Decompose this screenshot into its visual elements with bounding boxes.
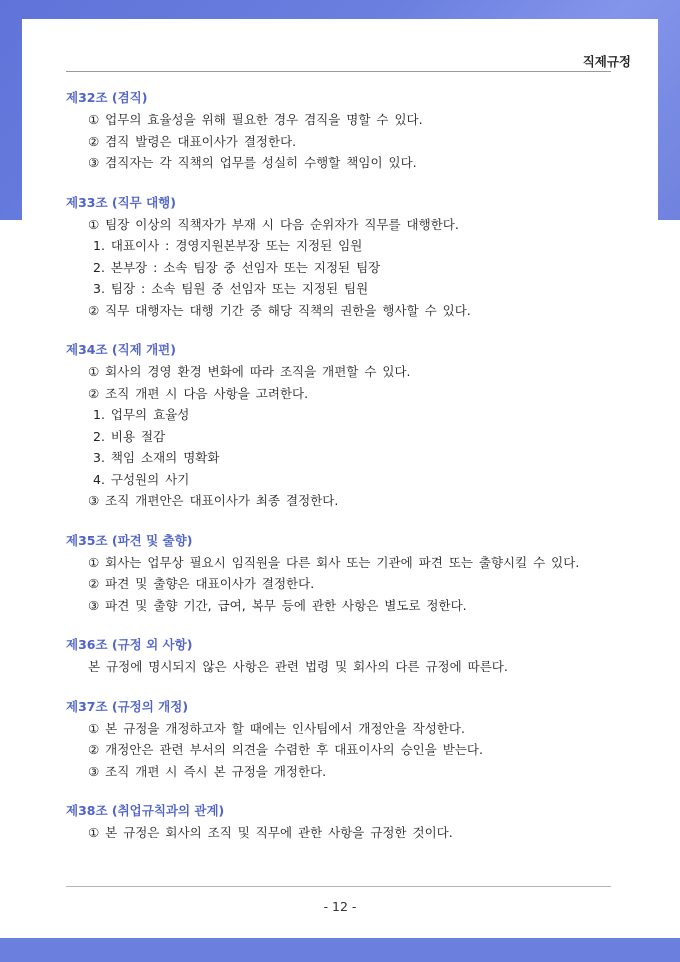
sub-list-item: 1. 대표이사 : 경영지원본부장 또는 지정된 임원 <box>93 238 363 253</box>
clause-item: ① 팀장 이상의 직책자가 부재 시 다음 순위자가 직무를 대행한다. <box>88 216 459 232</box>
sub-list-item: 1. 업무의 효율성 <box>93 407 190 422</box>
article-section <box>66 800 616 844</box>
article-title: 제33조 (직무 대행) <box>66 194 176 210</box>
header-divider <box>66 71 611 72</box>
page-number: - 12 - <box>323 899 357 914</box>
clause-item: ① 회사는 업무상 필요시 임직원을 다른 회사 또는 기관에 파견 또는 출향시킬 수 있다. <box>88 554 580 570</box>
sub-list-item: 2. 본부장 : 소속 팀장 중 선임자 또는 지정된 팀장 <box>93 259 381 275</box>
document-header-title: 직제규정 <box>582 54 631 69</box>
article-title: 제36조 (규정 외 사항) <box>66 637 193 652</box>
article-title: 제34조 (직제 개편) <box>66 342 176 357</box>
clause-item: ③ 파견 및 출향 기간, 급여, 복무 등에 관한 사항은 별도로 정한다. <box>88 597 467 613</box>
article-title: 제35조 (파견 및 출향) <box>66 532 193 548</box>
article-text: 본 규정에 명시되지 않은 사항은 관련 법령 및 회사의 다른 규정에 따른다. <box>88 659 508 674</box>
sub-list-item: 3. 팀장 : 소속 팀원 중 선임자 또는 지정된 팀원 <box>93 281 369 296</box>
clause-item: ① 업무의 효율성을 위해 필요한 경우 겸직을 명할 수 있다. <box>88 112 423 127</box>
article-section <box>66 696 616 783</box>
clause-item: ③ 조직 개편안은 대표이사가 최종 결정한다. <box>88 493 339 508</box>
footer-divider <box>66 886 611 887</box>
clause-item: ② 겸직 발령은 대표이사가 결정한다. <box>88 133 297 149</box>
article-section <box>66 339 616 512</box>
article-title: 제32조 (겸직) <box>66 90 148 105</box>
article-title: 제37조 (규정의 개정) <box>66 698 189 714</box>
document-body <box>66 87 616 862</box>
sub-list-item: 2. 비용 절감 <box>93 428 166 444</box>
background-band-bottom <box>0 938 680 962</box>
article-section <box>66 192 616 322</box>
clause-item: ① 회사의 경영 환경 변화에 따라 조직을 개편할 수 있다. <box>88 364 411 379</box>
article-title: 제38조 (취업규칙과의 관계) <box>66 803 225 818</box>
clause-item: ③ 조직 개편 시 즉시 본 규정을 개정한다. <box>88 763 327 779</box>
clause-item: ① 본 규정은 회사의 조직 및 직무에 관한 사항을 규정한 것이다. <box>88 825 453 840</box>
article-section <box>66 530 616 617</box>
clause-item: ② 개정안은 관련 부서의 의견을 수렴한 후 대표이사의 승인을 받는다. <box>88 742 483 757</box>
article-section <box>66 87 616 174</box>
clause-item: ① 본 규정을 개정하고자 할 때에는 인사팀에서 개정안을 작성한다. <box>88 720 465 736</box>
article-section <box>66 634 616 678</box>
clause-item: ③ 겸직자는 각 직책의 업무를 성실히 수행할 책임이 있다. <box>88 155 417 170</box>
clause-item: ② 직무 대행자는 대행 기간 중 해당 직책의 권한을 행사할 수 있다. <box>88 302 471 318</box>
clause-item: ② 파견 및 출향은 대표이사가 결정한다. <box>88 576 315 591</box>
clause-item: ② 조직 개편 시 다음 사항을 고려한다. <box>88 385 309 401</box>
sub-list-item: 3. 책임 소재의 명확화 <box>93 450 220 465</box>
sub-list-item: 4. 구성원의 사기 <box>93 471 190 487</box>
